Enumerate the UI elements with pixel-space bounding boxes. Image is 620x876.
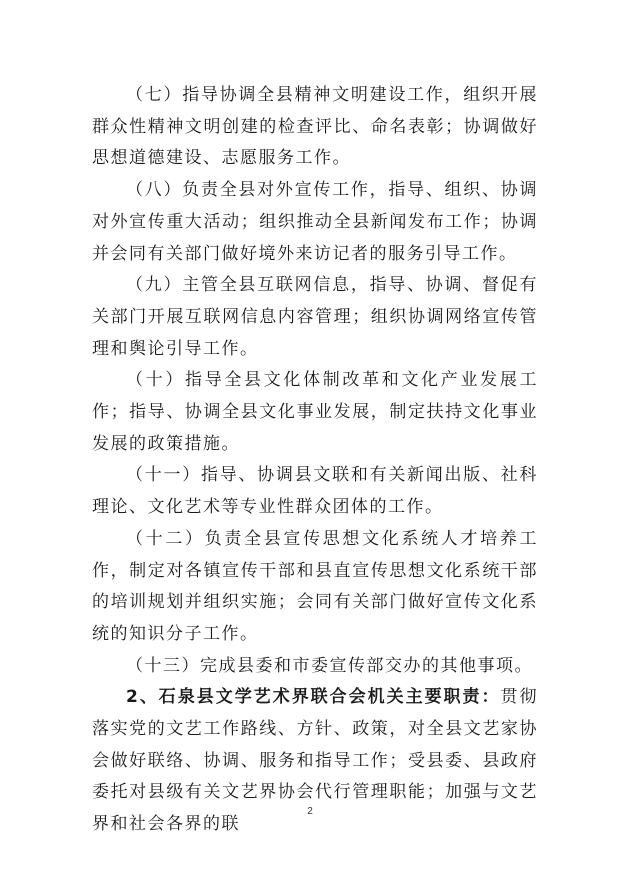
paragraph-text: （九）主管全县互联网信息，指导、协调、督促有关部门开展互联网信息内容管理；组织协调网络宣传管理和舆论引导工作。 — [92, 275, 538, 359]
paragraph-text: 贯彻落实党的文艺工作路线、方针、政策，对全县文艺家协会做好联络、协调、服务和指导工作；受县委、县政府委托对县级有关文艺界协会代行管理职能；加强与文艺界和社会各界的联 — [92, 687, 538, 835]
paragraph-duty-8 — [92, 175, 538, 270]
paragraph-duty-12 — [92, 524, 538, 651]
paragraph-duty-11 — [92, 460, 538, 523]
paragraph-text: （十一）指导、协调县文联和有关新闻出版、社科理论、文化艺术等专业性群众团体的工作。 — [92, 465, 538, 518]
paragraph-duty-9 — [92, 270, 538, 365]
page-number: 2 — [307, 806, 313, 817]
paragraph-duty-10 — [92, 365, 538, 460]
paragraph-federation-duties — [92, 682, 538, 841]
paragraph-duty-13 — [92, 651, 538, 683]
paragraph-text: （七）指导协调全县精神文明建设工作，组织开展群众性精神文明创建的检查评比、命名表彰；协调做好思想道德建设、志愿服务工作。 — [92, 85, 538, 169]
paragraph-text: （十）指导全县文化体制改革和文化产业发展工作；指导、协调全县文化事业发展，制定扶持文化事业发展的政策措施。 — [92, 370, 538, 454]
paragraph-text: （八）负责全县对外宣传工作，指导、组织、协调对外宣传重大活动；组织推动全县新闻发布工作；协调并会同有关部门做好境外来访记者的服务引导工作。 — [92, 180, 538, 264]
document-body — [92, 80, 538, 841]
paragraph-text: （十二）负责全县宣传思想文化系统人才培养工作，制定对各镇宣传干部和县直宣传思想文化系统干部的培训规划并组织实施；会同有关部门做好宣传文化系统的知识分子工作。 — [92, 528, 538, 644]
paragraph-duty-7 — [92, 80, 538, 175]
section-heading: 2、石泉县文学艺术界联合会机关主要职责： — [126, 687, 501, 708]
paragraph-text: （十三）完成县委和市委宣传部交办的其他事项。 — [126, 655, 533, 676]
